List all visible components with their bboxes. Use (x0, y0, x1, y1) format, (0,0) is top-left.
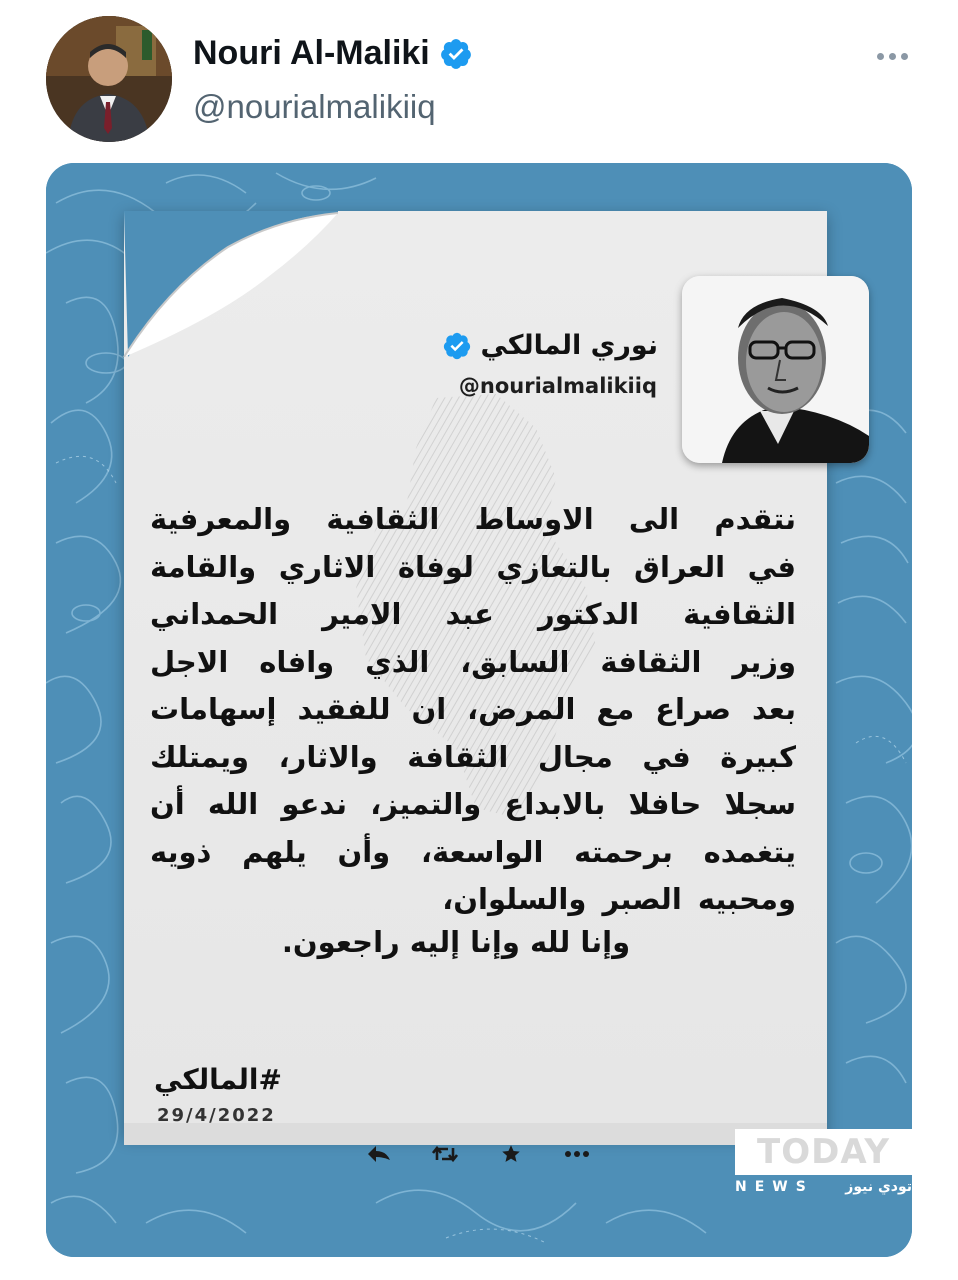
body-line: كبيرة في مجال الثقافة والاثار، ويمتلك (150, 739, 796, 774)
body-line: سجلا حافلا بالابداع والتميز، ندعو الله أن (150, 787, 796, 821)
more-icon (560, 1143, 594, 1165)
card-body-text (150, 496, 796, 924)
more-options-button[interactable] (872, 44, 912, 68)
author-name-row[interactable] (193, 34, 473, 73)
author-display-name[interactable]: Nouri Al-Maliki (193, 34, 430, 72)
portrait-illustration (682, 276, 869, 463)
watermark-news: NEWS (735, 1179, 814, 1195)
more-horizontal-icon (877, 53, 884, 60)
card-action-bar (362, 1143, 594, 1165)
body-line: ومحبيه الصبر والسلوان، (442, 882, 796, 916)
reply-icon (362, 1143, 396, 1165)
card-verified-badge-icon (442, 331, 472, 361)
body-line: نتقدم الى الاوساط الثقافية والمعرفية (150, 502, 796, 536)
page-curl (108, 207, 338, 357)
body-line: وزير الثقافة السابق، الذي وافاه الاجل (150, 644, 796, 679)
verified-badge-icon (439, 37, 473, 71)
card-author-handle: @nourialmalikiiq (458, 374, 657, 398)
author-handle[interactable]: @nourialmalikiiq (193, 88, 436, 125)
profile-avatar[interactable] (46, 16, 172, 142)
body-line: بعد صراع مع المرض، ان للفقيد إسهامات (150, 692, 796, 726)
retweet-icon (428, 1143, 462, 1165)
card-portrait (682, 276, 869, 463)
paper-bottom-edge (124, 1123, 827, 1145)
card-hashtag: #المالكي (154, 1063, 282, 1096)
body-line: يتغمده برحمته الواسعة، وأن يلهم ذويه (150, 834, 796, 869)
avatar-photo (46, 16, 172, 142)
watermark-subtitle (735, 1179, 912, 1195)
card-author-name: نوري المالكي (480, 330, 658, 361)
body-line: في العراق بالتعازي لوفاة الاثاري والقامة (150, 549, 796, 584)
tweet-media-image[interactable] (46, 163, 912, 1257)
more-dot (901, 53, 908, 60)
body-line: الثقافية الدكتور عبد الامير الحمداني (150, 597, 796, 631)
card-date: 29/4/2022 (157, 1105, 276, 1126)
star-icon (494, 1143, 528, 1165)
card-author-row (442, 330, 658, 361)
watermark-arabic: تودي نيوز (845, 1179, 912, 1195)
today-news-watermark (735, 1129, 912, 1207)
watermark-logo (735, 1129, 912, 1175)
watermark-logo-text: TODAY (757, 1132, 890, 1172)
card-closing-line: وإنا لله وإنا إليه راجعون. (281, 925, 631, 959)
more-dot (889, 53, 896, 60)
